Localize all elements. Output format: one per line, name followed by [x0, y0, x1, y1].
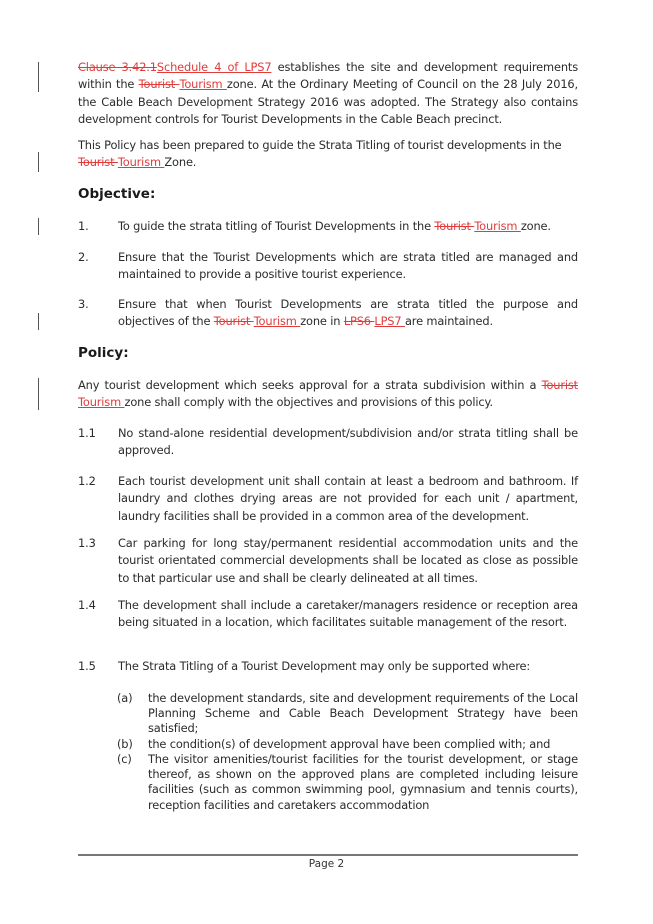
inserted-text: Tourism: [179, 77, 227, 92]
deleted-text: Clause 3.42.1: [78, 60, 157, 74]
policy-subitem-c: [117, 752, 578, 813]
policy-item-1-3: [78, 535, 578, 587]
deleted-text: Tourist: [138, 77, 180, 92]
inserted-text: Schedule 4 of LPS7: [156, 60, 272, 74]
body-text: the condition(s) of development approval have been complied with; and: [148, 737, 551, 751]
body-text: zone. At the Ordinary Meeting of Council on the 28 July 2016, the Cable Beach Development Strategy 2016 was adopted. The Strategy also contains development controls for Tourist Developments in the Cable Beach precinct.: [78, 77, 578, 126]
body-text: establishes the site and development requirements within the: [78, 60, 578, 92]
item-number: 1.: [78, 219, 89, 233]
policy-item-1-1: [78, 425, 578, 460]
item-number: 1.3: [78, 536, 96, 550]
policy-heading: Policy:: [78, 345, 129, 361]
body-text: zone shall comply with the objectives and provisions of this policy.: [124, 395, 493, 410]
item-number: 1.4: [78, 598, 96, 612]
deleted-text: Tourist: [434, 219, 475, 233]
intro-paragraph-2: [78, 137, 578, 172]
change-bar: [38, 378, 39, 410]
policy-item-1-2: [78, 473, 578, 525]
change-bar: [38, 62, 39, 92]
policy-intro: [78, 377, 578, 412]
policy-item-1-5: [78, 658, 578, 675]
change-bar: [38, 313, 39, 330]
item-number: 1.2: [78, 474, 96, 488]
intro-paragraph-1: [78, 59, 578, 128]
body-text: Each tourist development unit shall contain at least a bedroom and bathroom. If laundry and clothes drying areas are not provided for each unit / apartment, laundry facilities shall be provided in a common area of the development.: [118, 474, 578, 523]
deleted-text: Tourist: [78, 155, 118, 170]
body-text: zone.: [520, 219, 551, 233]
objective-item-2: [78, 249, 578, 284]
inserted-text: Tourism: [78, 395, 125, 410]
item-letter: (c): [117, 752, 132, 766]
change-bar: [38, 218, 39, 235]
item-letter: (b): [117, 737, 133, 751]
body-text: Ensure that when Tourist Developments are strata titled the purpose and objectives of the: [118, 297, 578, 329]
deleted-text: Tourist: [541, 378, 578, 392]
body-text: The development shall include a caretaker/managers residence or reception area being situated in a location, which facilitates suitable management of the resort.: [118, 598, 578, 630]
body-text: To guide the strata titling of Tourist Developments in the: [118, 219, 435, 233]
footer-divider: [78, 854, 578, 856]
objective-heading: Objective:: [78, 186, 156, 202]
item-letter: (a): [117, 691, 133, 705]
inserted-text: Tourism: [253, 314, 301, 329]
body-text: are maintained.: [404, 314, 493, 329]
body-text: Any tourist development which seeks approval for a strata subdivision within a: [78, 378, 542, 392]
page-number: Page 2: [308, 858, 345, 870]
policy-item-1-4: [78, 597, 578, 632]
body-text: Car parking for long stay/permanent residential accommodation units and the tourist orientated commercial developments shall be located as close as possible to that particular use and shall be clearly delineated at all times.: [118, 536, 578, 585]
policy-subitem-b: [117, 737, 578, 752]
change-bar: [38, 152, 39, 172]
inserted-text: LPS7: [374, 314, 405, 329]
item-number: 1.1: [78, 426, 96, 440]
body-text: This Policy has been prepared to guide the Strata Titling of tourist developments in the: [78, 138, 562, 152]
body-text: The Strata Titling of a Tourist Development may only be supported where:: [118, 659, 531, 673]
body-text: No stand-alone residential development/subdivision and/or strata titling shall be approved.: [118, 426, 578, 458]
objective-item-3: [78, 296, 578, 331]
policy-subitem-a: [117, 691, 578, 737]
body-text: Zone.: [164, 155, 197, 170]
inserted-text: Tourism: [474, 219, 521, 233]
body-text: Ensure that the Tourist Developments which are strata titled are managed and maintained to provide a positive tourist experience.: [118, 250, 578, 282]
deleted-text: Tourist: [213, 314, 254, 329]
inserted-text: Tourism: [117, 155, 165, 170]
objective-item-1: [78, 218, 578, 235]
item-number: 3.: [78, 297, 89, 311]
item-number: 2.: [78, 250, 89, 264]
body-text: the development standards, site and development requirements of the Local Planning Scheme and Cable Beach Development Strategy have been satisfied;: [148, 691, 578, 736]
item-number: 1.5: [78, 659, 96, 673]
deleted-text: LPS6: [343, 314, 375, 329]
body-text: zone in: [300, 314, 344, 329]
body-text: The visitor amenities/tourist facilities for the tourist development, or stage thereof, as shown on the approved plans are completed including leisure facilities (such as common swimming pool, gymnasium and tennis courts), reception facilities and caretakers accommodation: [148, 752, 578, 812]
